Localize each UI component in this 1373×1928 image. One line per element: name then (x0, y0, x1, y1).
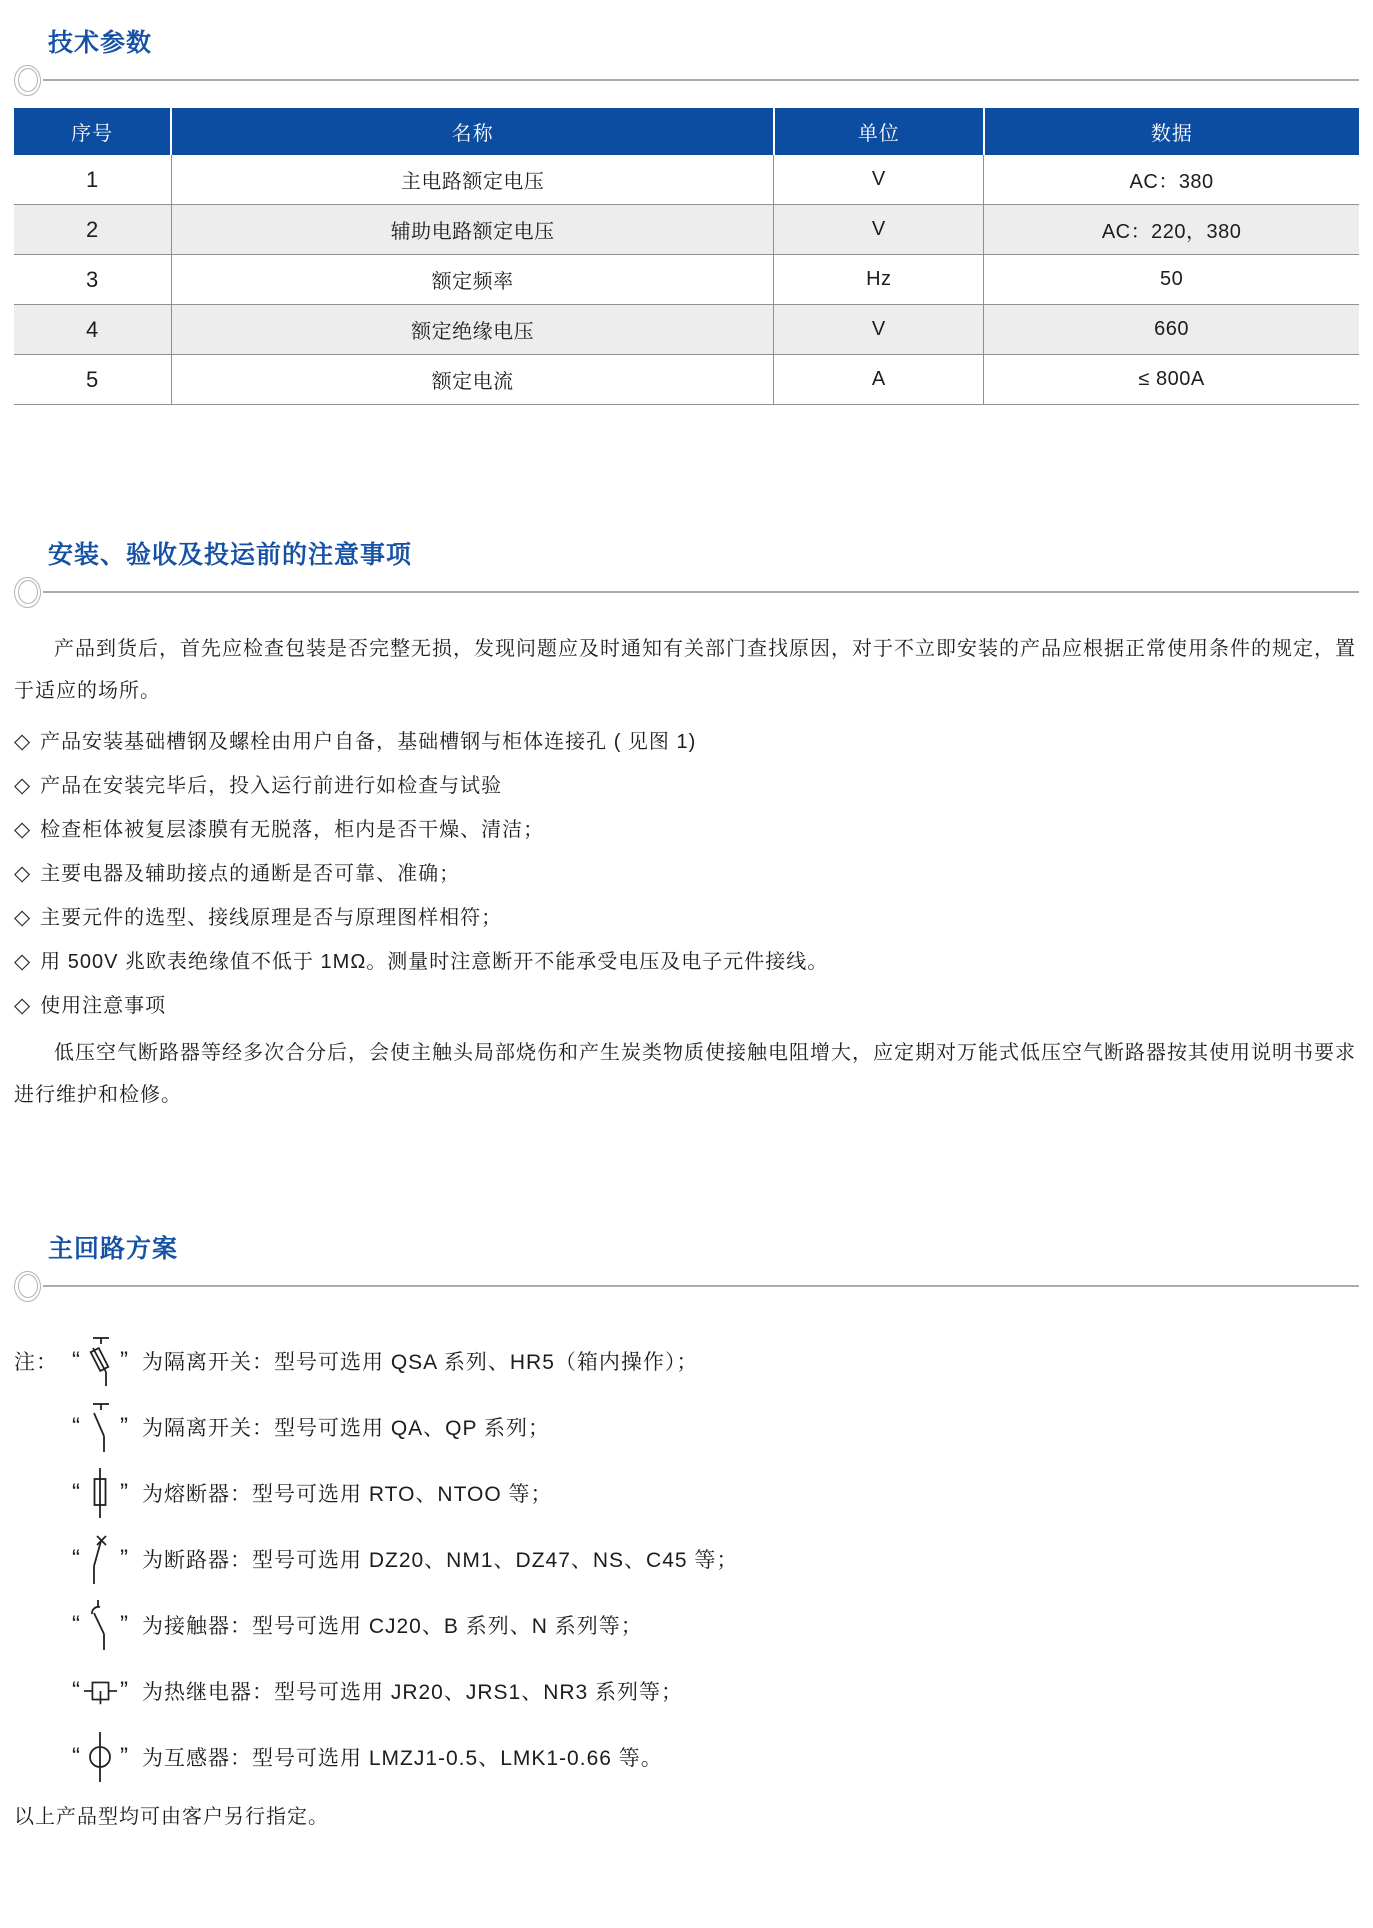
note-text: 为隔离开关：型号可选用 QSA 系列、HR5（箱内操作）； (142, 1351, 699, 1374)
cell-unit: V (774, 205, 984, 255)
note-line (14, 1724, 1359, 1790)
table-header-row (14, 108, 1359, 155)
bullet-text: 产品在安装完毕后，投入运行前进行如检查与试验 (40, 775, 503, 797)
rule-line (43, 79, 1359, 81)
close-quote: ” (120, 1611, 128, 1638)
note-prefix: 注： (14, 1351, 58, 1374)
list-item (14, 720, 1359, 764)
note-line (14, 1460, 1359, 1526)
section-rule (14, 64, 1359, 96)
list-item (14, 984, 1359, 1028)
cell-data: AC：220，380 (984, 205, 1359, 255)
tech-params-table (14, 108, 1359, 405)
bullet-text: 产品安装基础槽钢及螺栓由用户自备，基础槽钢与柜体连接孔 ( 见图 1) (40, 731, 697, 753)
cell-name: 辅助电路额定电压 (171, 205, 774, 255)
fuse-icon (82, 1465, 118, 1521)
cell-name: 额定频率 (171, 255, 774, 305)
section-rule (14, 576, 1359, 608)
note-line (14, 1658, 1359, 1724)
cell-no: 2 (14, 205, 171, 255)
open-quote: “ (72, 1743, 80, 1770)
thermal-relay-icon (82, 1663, 118, 1719)
note-line (14, 1328, 1359, 1394)
install-bullet-list (14, 720, 1359, 1028)
table-row (14, 155, 1359, 205)
circuit-breaker-icon (82, 1531, 118, 1587)
diamond-bullet-icon: ◇ (14, 818, 32, 841)
cell-no: 5 (14, 355, 171, 405)
note-text: 为接触器：型号可选用 CJ20、B 系列、N 系列等； (142, 1615, 643, 1638)
col-header-data: 数据 (984, 108, 1359, 155)
open-quote: “ (72, 1479, 80, 1506)
list-item (14, 808, 1359, 852)
bullet-text: 检查柜体被复层漆膜有无脱落，柜内是否干燥、清洁； (40, 819, 545, 841)
cell-unit: A (774, 355, 984, 405)
cell-name: 额定电流 (171, 355, 774, 405)
cell-data: 660 (984, 305, 1359, 355)
note-line (14, 1526, 1359, 1592)
col-header-no: 序号 (14, 108, 171, 155)
close-quote: ” (120, 1743, 128, 1770)
close-quote: ” (120, 1677, 128, 1704)
open-quote: “ (72, 1413, 80, 1440)
close-quote: ” (120, 1545, 128, 1572)
diamond-bullet-icon: ◇ (14, 994, 32, 1017)
open-quote: “ (72, 1545, 80, 1572)
current-transformer-icon (82, 1729, 118, 1785)
table-row (14, 255, 1359, 305)
table-row (14, 355, 1359, 405)
section-title-tech: 技术参数 (48, 29, 153, 57)
contactor-icon (82, 1597, 118, 1653)
cell-unit: V (774, 155, 984, 205)
list-item (14, 852, 1359, 896)
bullet-text: 主要元件的选型、接线原理是否与原理图样相符； (40, 907, 503, 929)
bullet-text: 用 500V 兆欧表绝缘值不低于 1MΩ。测量时注意断开不能承受电压及电子元件接线。 (40, 951, 829, 973)
diamond-bullet-icon: ◇ (14, 730, 32, 753)
circuit-footer-note: 以上产品型均可由客户另行指定。 (14, 1806, 329, 1828)
cell-no: 1 (14, 155, 171, 205)
close-quote: ” (120, 1413, 128, 1440)
section-title-install: 安装、验收及投运前的注意事项 (48, 541, 413, 569)
list-item (14, 940, 1359, 984)
cell-unit: Hz (774, 255, 984, 305)
rule-line (43, 1285, 1359, 1287)
cell-name: 主电路额定电压 (171, 155, 774, 205)
diamond-bullet-icon: ◇ (14, 950, 32, 973)
ring-decoration-icon (14, 65, 41, 96)
section-title-circuit: 主回路方案 (48, 1235, 179, 1263)
close-quote: ” (120, 1347, 128, 1374)
cell-data: ≤ 800A (984, 355, 1359, 405)
isolator-fuse-switch-icon (82, 1333, 118, 1389)
cell-name: 额定绝缘电压 (171, 305, 774, 355)
open-quote: “ (72, 1347, 80, 1374)
note-text: 为热继电器：型号可选用 JR20、JRS1、NR3 系列等； (142, 1681, 684, 1704)
note-text: 为断路器：型号可选用 DZ20、NM1、DZ47、NS、C45 等； (142, 1549, 739, 1572)
diamond-bullet-icon: ◇ (14, 862, 32, 885)
bullet-text: 主要电器及辅助接点的通断是否可靠、准确； (40, 863, 461, 885)
note-line (14, 1592, 1359, 1658)
circuit-notes-list (14, 1328, 1359, 1790)
open-quote: “ (72, 1677, 80, 1704)
ring-decoration-icon (14, 577, 41, 608)
diamond-bullet-icon: ◇ (14, 906, 32, 929)
col-header-unit: 单位 (774, 108, 984, 155)
rule-line (43, 591, 1359, 593)
col-header-name: 名称 (171, 108, 774, 155)
diamond-bullet-icon: ◇ (14, 774, 32, 797)
isolator-switch-icon (82, 1399, 118, 1455)
section-circuit-header (14, 1234, 1359, 1302)
open-quote: “ (72, 1611, 80, 1638)
close-quote: ” (120, 1479, 128, 1506)
cell-data: AC：380 (984, 155, 1359, 205)
note-line (14, 1394, 1359, 1460)
ring-decoration-icon (14, 1271, 41, 1302)
bullet-text: 使用注意事项 (40, 995, 167, 1017)
cell-no: 3 (14, 255, 171, 305)
note-text: 为互感器：型号可选用 LMZJ1-0.5、LMK1-0.66 等。 (142, 1747, 663, 1770)
section-tech-header (14, 28, 1359, 96)
note-text: 为隔离开关：型号可选用 QA、QP 系列； (142, 1417, 550, 1440)
section-install-header (14, 540, 1359, 608)
install-outro-paragraph: 低压空气断路器等经多次合分后，会使主触头局部烧伤和产生炭类物质使接触电阻增大，应定期对万能式低压空气断路器按其使用说明书要求进行维护和检修。 (14, 1042, 1356, 1106)
install-intro-paragraph: 产品到货后，首先应检查包装是否完整无损，发现问题应及时通知有关部门查找原因，对于不立即安装的产品应根据正常使用条件的规定，置于适应的场所。 (14, 638, 1356, 702)
cell-no: 4 (14, 305, 171, 355)
table-row (14, 205, 1359, 255)
cell-data: 50 (984, 255, 1359, 305)
table-row (14, 305, 1359, 355)
section-rule (14, 1270, 1359, 1302)
note-text: 为熔断器：型号可选用 RTO、NTOO 等； (142, 1483, 553, 1506)
list-item (14, 896, 1359, 940)
cell-unit: V (774, 305, 984, 355)
list-item (14, 764, 1359, 808)
